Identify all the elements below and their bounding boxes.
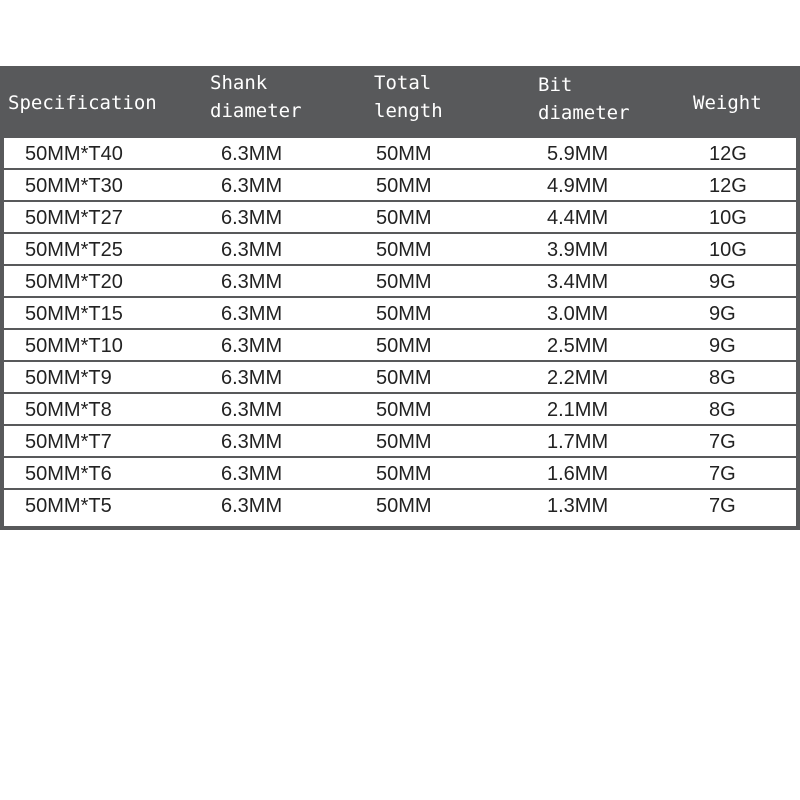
cell-weight: 10G — [709, 239, 747, 261]
cell-total-length: 50MM — [376, 495, 432, 517]
cell-specification: 50MM*T5 — [25, 495, 112, 517]
table-row — [4, 426, 796, 458]
cell-total-length: 50MM — [376, 303, 432, 325]
cell-total-length: 50MM — [376, 175, 432, 197]
cell-bit-diameter: 2.1MM — [547, 399, 609, 421]
cell-specification: 50MM*T6 — [25, 463, 112, 485]
cell-shank-diameter: 6.3MM — [221, 335, 283, 357]
cell-shank-diameter: 6.3MM — [221, 399, 283, 421]
cell-bit-diameter: 2.5MM — [547, 335, 609, 357]
cell-weight: 8G — [709, 399, 736, 421]
table-row — [4, 266, 796, 298]
header-specification: Specification — [8, 92, 157, 114]
cell-bit-diameter: 1.7MM — [547, 431, 609, 453]
table-body — [4, 138, 796, 526]
table-row — [4, 298, 796, 330]
cell-specification: 50MM*T10 — [25, 335, 123, 357]
cell-total-length: 50MM — [376, 431, 432, 453]
cell-bit-diameter: 3.0MM — [547, 303, 609, 325]
cell-total-length: 50MM — [376, 207, 432, 229]
cell-weight: 12G — [709, 143, 747, 165]
table-row — [4, 202, 796, 234]
cell-specification: 50MM*T40 — [25, 143, 123, 165]
header-bit-line1: Bit — [538, 74, 573, 96]
cell-weight: 10G — [709, 207, 747, 229]
cell-specification: 50MM*T15 — [25, 303, 123, 325]
table-row — [4, 458, 796, 490]
cell-weight: 9G — [709, 271, 736, 293]
cell-bit-diameter: 5.9MM — [547, 143, 609, 165]
header-total-line1: Total — [374, 72, 432, 94]
table-row — [4, 394, 796, 426]
cell-total-length: 50MM — [376, 463, 432, 485]
cell-specification: 50MM*T9 — [25, 367, 112, 389]
spec-table — [0, 66, 800, 530]
cell-weight: 7G — [709, 463, 736, 485]
table-row — [4, 490, 796, 520]
cell-shank-diameter: 6.3MM — [221, 271, 283, 293]
cell-specification: 50MM*T7 — [25, 431, 112, 453]
cell-weight: 9G — [709, 303, 736, 325]
cell-weight: 7G — [709, 431, 736, 453]
cell-shank-diameter: 6.3MM — [221, 143, 283, 165]
cell-shank-diameter: 6.3MM — [221, 367, 283, 389]
cell-shank-diameter: 6.3MM — [221, 495, 283, 517]
cell-total-length: 50MM — [376, 239, 432, 261]
cell-bit-diameter: 3.4MM — [547, 271, 609, 293]
table-row — [4, 170, 796, 202]
cell-weight: 8G — [709, 367, 736, 389]
table-row — [4, 234, 796, 266]
cell-bit-diameter: 4.4MM — [547, 207, 609, 229]
cell-shank-diameter: 6.3MM — [221, 431, 283, 453]
table-row — [4, 138, 796, 170]
header-shank-line1: Shank — [210, 72, 268, 94]
cell-shank-diameter: 6.3MM — [221, 207, 283, 229]
header-total-line2: length — [374, 100, 443, 122]
cell-shank-diameter: 6.3MM — [221, 239, 283, 261]
cell-weight: 7G — [709, 495, 736, 517]
header-bit-line2: diameter — [538, 102, 630, 124]
cell-total-length: 50MM — [376, 399, 432, 421]
cell-weight: 12G — [709, 175, 747, 197]
cell-specification: 50MM*T20 — [25, 271, 123, 293]
cell-total-length: 50MM — [376, 143, 432, 165]
cell-specification: 50MM*T30 — [25, 175, 123, 197]
cell-total-length: 50MM — [376, 271, 432, 293]
cell-specification: 50MM*T27 — [25, 207, 123, 229]
table-row — [4, 362, 796, 394]
cell-weight: 9G — [709, 335, 736, 357]
cell-specification: 50MM*T25 — [25, 239, 123, 261]
cell-shank-diameter: 6.3MM — [221, 303, 283, 325]
cell-bit-diameter: 4.9MM — [547, 175, 609, 197]
cell-bit-diameter: 2.2MM — [547, 367, 609, 389]
header-weight: Weight — [693, 92, 762, 114]
cell-shank-diameter: 6.3MM — [221, 175, 283, 197]
cell-shank-diameter: 6.3MM — [221, 463, 283, 485]
table-row — [4, 330, 796, 362]
table-header — [0, 66, 800, 136]
cell-bit-diameter: 1.6MM — [547, 463, 609, 485]
cell-total-length: 50MM — [376, 335, 432, 357]
cell-bit-diameter: 1.3MM — [547, 495, 609, 517]
header-shank-line2: diameter — [210, 100, 302, 122]
cell-bit-diameter: 3.9MM — [547, 239, 609, 261]
cell-total-length: 50MM — [376, 367, 432, 389]
cell-specification: 50MM*T8 — [25, 399, 112, 421]
